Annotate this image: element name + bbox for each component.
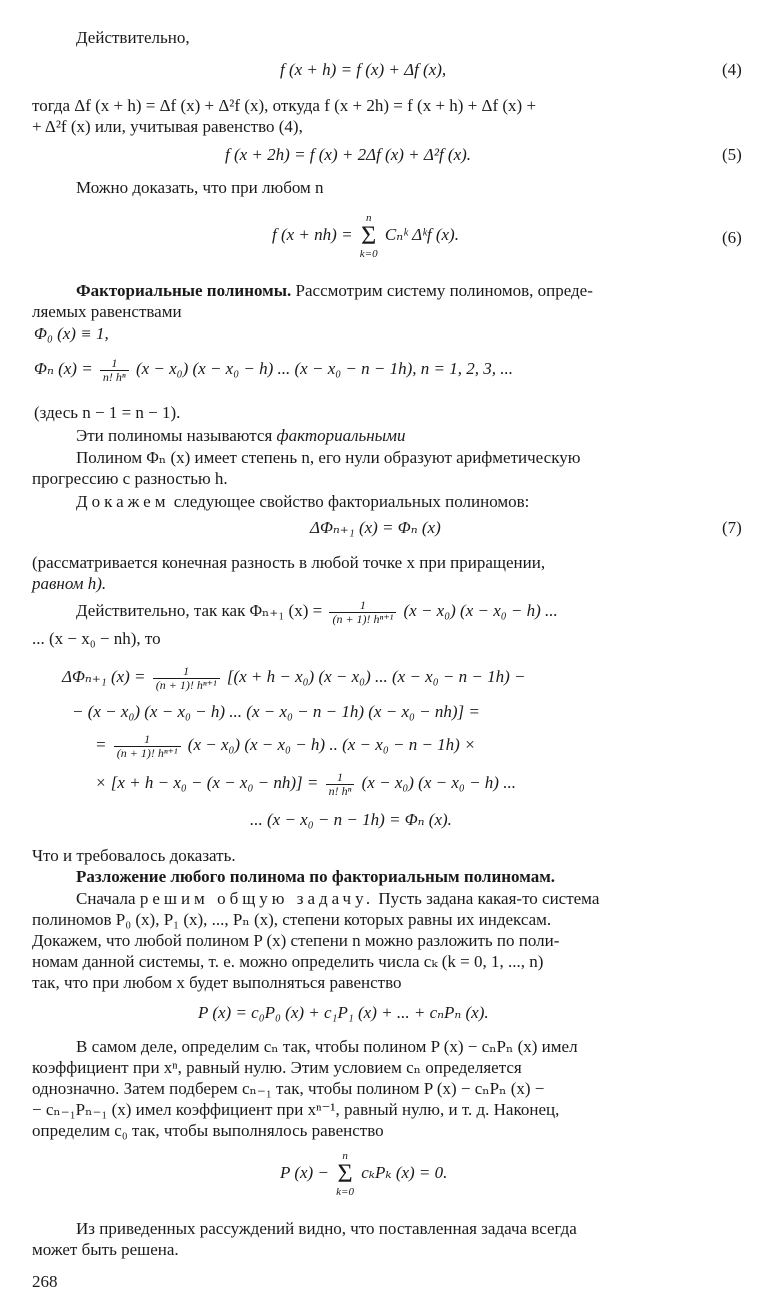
derivation-line — [62, 660, 525, 694]
equation-part: Cₙᵏ Δᵏf (x). — [384, 225, 459, 244]
fraction-numerator: 1 — [153, 665, 220, 679]
fraction-denominator: n! hⁿ — [328, 783, 352, 798]
sum-lower: k=0 — [336, 1186, 354, 1199]
derivation-line — [95, 728, 476, 762]
text-part: Сначала — [76, 889, 140, 908]
derivation-line — [95, 766, 516, 800]
equation-part: (x − x₀) (x − x₀ − h) ... — [403, 601, 558, 620]
text-line: Из приведенных рассуждений видно, что поставленная задача всегда — [76, 1219, 577, 1238]
text-line — [76, 889, 599, 909]
text-part: Действительно, так как Φₙ₊₁ (x) = — [76, 601, 323, 620]
equation-part: × [x + h − x₀ − (x − x₀ − nh)] = — [95, 773, 319, 792]
text-line: номам данной системы, т. е. можно определить числа cₖ (k = 0, 1, ..., n) — [32, 952, 544, 971]
emphasis: факториальными — [276, 426, 406, 445]
text-line: прогрессию с разностью h. — [32, 469, 228, 488]
sum-sign: Σ — [361, 221, 377, 251]
equation-number: (5) — [722, 145, 742, 164]
derivation-line: ... (x − x₀ − n − 1h) = Φₙ (x). — [250, 810, 452, 829]
equation-part: [(x + h − x₀) (x − x₀) ... (x − x₀ − n − 1h) − — [226, 667, 526, 686]
page-number: 268 — [32, 1272, 58, 1291]
spaced-word: решим общую задачу. — [139, 889, 375, 908]
text-line — [76, 426, 406, 446]
text-line: определим c₀ так, чтобы выполнялось равенство — [32, 1121, 384, 1140]
text-line: Что и требовалось доказать. — [32, 846, 236, 865]
heading-bold: Факториальные полиномы. — [76, 281, 292, 300]
equation-decomposition: P (x) = c₀P₀ (x) + c₁P₁ (x) + ... + cₙPₙ (x). — [198, 1003, 489, 1022]
fraction-numerator: 1 — [114, 733, 181, 747]
fraction — [329, 599, 396, 626]
equation-7: ΔΦₙ₊₁ (x) = Φₙ (x) — [310, 518, 441, 537]
summation — [336, 1150, 354, 1198]
equation-6 — [272, 212, 459, 260]
text-line: − cₙ₋₁Pₙ₋₁ (x) имел коэффициент при xⁿ⁻¹, равный нулю, и т. д. Наконец, — [32, 1100, 560, 1119]
text-line: Действительно, — [76, 28, 190, 47]
text-line: коэффициент при xⁿ, равный нулю. Этим условием cₙ определяется — [32, 1058, 522, 1077]
text-line: ... (x − x₀ − nh), то — [32, 629, 161, 648]
sum-upper: n — [342, 1150, 348, 1163]
equation-number: (6) — [722, 228, 742, 247]
equation-sum-zero — [280, 1150, 447, 1198]
fraction — [114, 733, 181, 760]
text-part: следующее свойство факториальных полиномов: — [169, 492, 530, 511]
summation — [360, 212, 378, 260]
text-line: (рассматривается конечная разность в любой точке x при приращении, — [32, 553, 546, 572]
derivation-line: − (x − x₀) (x − x₀ − h) ... (x − x₀ − n − 1h) (x − x₀ − nh)] = — [72, 702, 480, 721]
fraction-numerator: 1 — [326, 771, 355, 785]
sum-sign: Σ — [337, 1159, 353, 1189]
text-line: + Δ²f (x) или, учитывая равенство (4), — [32, 117, 303, 136]
fraction-denominator: (n + 1)! hⁿ⁺¹ — [116, 745, 178, 760]
equation-number: (7) — [722, 518, 742, 537]
equation-number: (4) — [722, 60, 742, 79]
text-line: В самом деле, определим cₙ так, чтобы полином P (x) − cₙPₙ (x) имел — [76, 1037, 578, 1056]
equation-part: P (x) − — [280, 1163, 329, 1182]
sum-upper: n — [365, 212, 372, 225]
equation-part: (x − x₀) (x − x₀ − h) .. (x − x₀ − n − 1h) × — [187, 735, 476, 754]
text-line: однозначно. Затем подберем cₙ₋₁ так, чтобы полином P (x) − cₙPₙ (x) − — [32, 1079, 545, 1098]
text-line: ляемых равенствами — [32, 302, 182, 321]
text-line — [76, 492, 529, 512]
equation-part: cₖPₖ (x) = 0. — [361, 1163, 448, 1182]
equation-part: = — [95, 735, 107, 754]
equation-part: f (x + nh) = — [272, 225, 353, 244]
fraction — [100, 357, 129, 384]
text-line: Полином Φₙ (x) имеет степень n, его нули образуют арифметическую — [76, 448, 581, 467]
text-line: полиномов P₀ (x), P₁ (x), ..., Pₙ (x), степени которых равны их индексам. — [32, 910, 552, 929]
text-line: Можно доказать, что при любом n — [76, 178, 324, 197]
equation-phi0: Φ₀ (x) ≡ 1, — [34, 324, 109, 343]
section-heading: Разложение любого полинома по факториальным полиномам. — [76, 867, 556, 886]
equation-4: f (x + h) = f (x) + Δf (x), — [280, 60, 447, 79]
equation-part: ΔΦₙ₊₁ (x) = — [62, 667, 146, 686]
text-line: Докажем, что любой полином P (x) степени n можно разложить по поли- — [32, 931, 560, 950]
text-line: так, что при любом x будет выполняться равенство — [32, 973, 402, 992]
fraction-numerator: 1 — [329, 599, 396, 613]
text-line: равном h). — [32, 574, 107, 593]
heading-rest: Рассмотрим систему полиномов, опреде- — [291, 281, 593, 300]
equation-part: (x − x₀) (x − x₀ − h) ... (x − x₀ − n − 1h), n = 1, 2, 3, ... — [135, 359, 513, 378]
equation-part: (x − x₀) (x − x₀ − h) ... — [361, 773, 516, 792]
fraction-numerator: 1 — [100, 357, 129, 371]
fraction — [153, 665, 220, 692]
fraction-denominator: (n + 1)! hⁿ⁺¹ — [332, 611, 394, 626]
equation-part: Φₙ (x) = — [34, 359, 93, 378]
fraction-denominator: n! hⁿ — [102, 369, 126, 384]
sum-lower: k=0 — [359, 248, 378, 261]
text-line: может быть решена. — [32, 1240, 179, 1259]
section-heading — [76, 281, 593, 301]
text-line: тогда Δf (x + h) = Δf (x) + Δ²f (x), откуда f (x + 2h) = f (x + h) + Δf (x) + — [32, 96, 537, 115]
text-line: (здесь n − 1 = n − 1). — [34, 403, 181, 422]
equation-phin — [34, 352, 513, 386]
text-line — [76, 594, 558, 628]
fraction-denominator: (n + 1)! hⁿ⁺¹ — [155, 677, 217, 692]
text-part: Эти полиномы называются — [76, 426, 277, 445]
spaced-word: Докажем — [76, 492, 170, 511]
fraction — [326, 771, 355, 798]
text-part: Пусть задана какая-то система — [374, 889, 600, 908]
equation-5: f (x + 2h) = f (x) + 2Δf (x) + Δ²f (x). — [225, 145, 472, 164]
